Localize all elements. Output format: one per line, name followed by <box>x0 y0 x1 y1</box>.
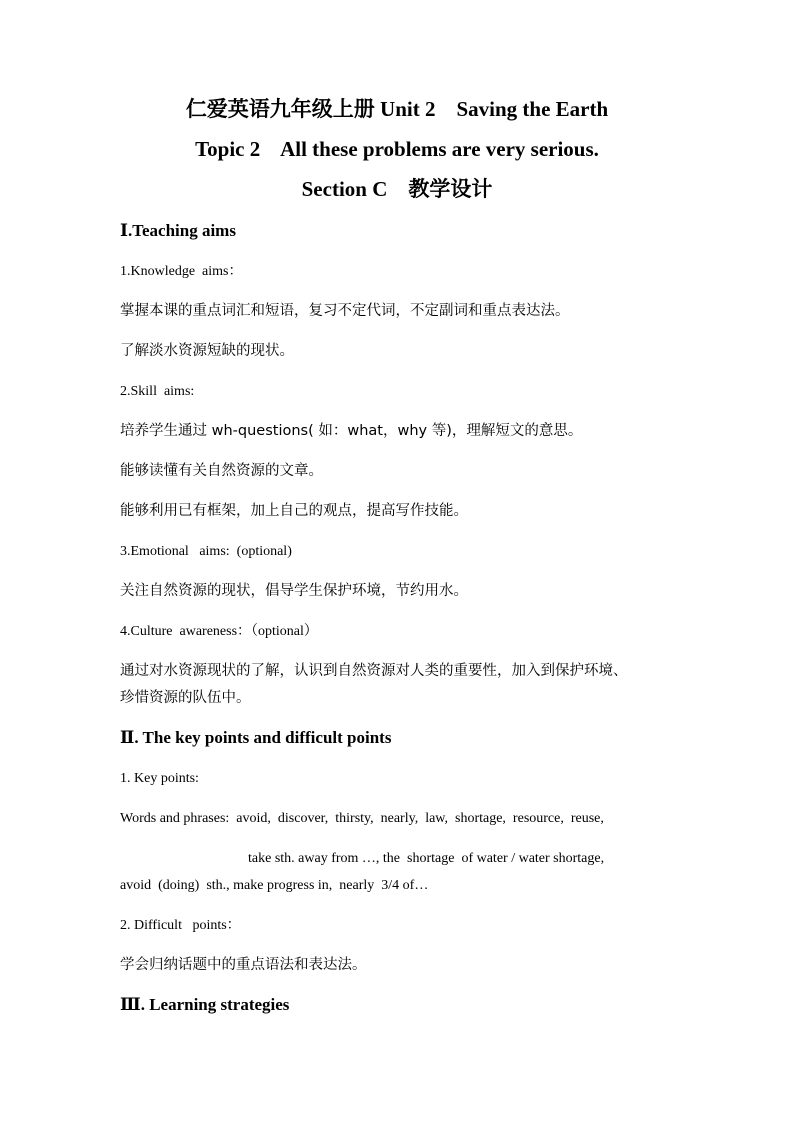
skill-aims-line-3: 能够利用已有框架，加上自己的观点，提高写作技能。 <box>120 503 468 519</box>
difficult-points-label: 2. Difficult points： <box>120 918 241 933</box>
culture-awareness-line-2: 珍惜资源的队伍中。 <box>120 690 251 706</box>
knowledge-aims-line-2: 了解淡水资源短缺的现状。 <box>120 343 294 359</box>
document-title-line-1: 仁爱英语九年级上册 Unit 2 Saving the Earth <box>185 97 609 121</box>
emotional-aims-line-1: 关注自然资源的现状，倡导学生保护环境，节约用水。 <box>120 583 468 599</box>
skill-aims-line-1: 培养学生通过 wh-questions( 如：what，why 等)，理解短文的意思。 <box>120 423 583 439</box>
section-heading-key-points: Ⅱ. The key points and difficult points <box>120 728 392 747</box>
words-phrases-line-1: Words and phrases: avoid, discover, thirsty, nearly, law, shortage, resource, reuse, <box>120 811 604 826</box>
difficult-points-line-1: 学会归纳话题中的重点语法和表达法。 <box>120 957 367 973</box>
knowledge-aims-label: 1.Knowledge aims： <box>120 264 243 279</box>
key-points-label: 1. Key points: <box>120 771 199 786</box>
words-phrases-line-2: take sth. away from …, the shortage of water / water shortage, <box>248 851 605 866</box>
culture-awareness-label: 4.Culture awareness：（optional） <box>120 624 318 639</box>
document-title-line-2: Topic 2 All these problems are very serious. <box>195 137 599 161</box>
words-phrases-line-3: avoid (doing) sth., make progress in, nearly 3/4 of… <box>120 878 429 893</box>
knowledge-aims-line-1: 掌握本课的重点词汇和短语，复习不定代词，不定副词和重点表达法。 <box>120 303 570 319</box>
skill-aims-line-2: 能够读懂有关自然资源的文章。 <box>120 463 323 479</box>
section-heading-teaching-aims: Ⅰ.Teaching aims <box>120 221 236 240</box>
skill-aims-label: 2.Skill aims: <box>120 384 195 399</box>
culture-awareness-line-1: 通过对水资源现状的了解，认识到自然资源对人类的重要性，加入到保护环境、 <box>120 663 628 679</box>
section-heading-learning-strategies: Ⅲ. Learning strategies <box>120 995 290 1014</box>
emotional-aims-label: 3.Emotional aims: (optional) <box>120 544 292 559</box>
document-title-line-3: Section C 教学设计 <box>301 177 493 201</box>
